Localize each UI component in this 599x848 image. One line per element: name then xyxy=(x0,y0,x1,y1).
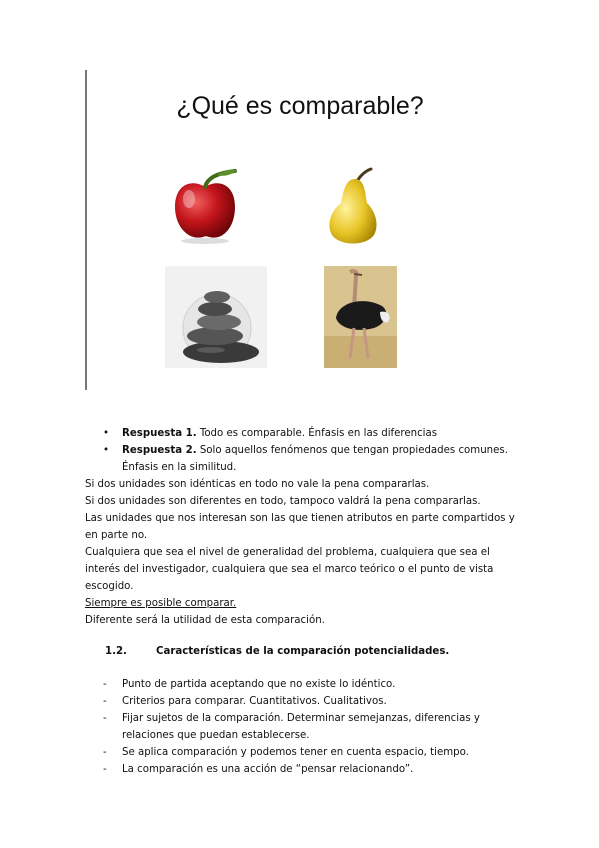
section-heading xyxy=(85,643,525,660)
ostrich-image xyxy=(324,266,397,368)
list-item-text: Punto de partida aceptando que no existe lo idéntico. xyxy=(122,679,396,690)
section-number: 1.2. xyxy=(105,646,127,657)
list-item-text: Se aplica comparación y podemos tener en cuenta espacio, tiempo. xyxy=(122,747,469,758)
list-item xyxy=(85,442,525,476)
list-item xyxy=(85,761,525,778)
paragraph: Las unidades que nos interesan son las que tienen atributos en parte compartidos y en parte no. xyxy=(85,513,515,541)
paragraph: Si dos unidades son idénticas en todo no vale la pena compararlas. xyxy=(85,479,430,490)
answers-list xyxy=(85,425,525,476)
dash-icon: - xyxy=(103,713,107,724)
list-item-text: Fijar sujetos de la comparación. Determinar semejanzas, diferencias y relaciones que puedan establecerse. xyxy=(122,713,480,741)
dash-icon: - xyxy=(103,696,107,707)
answer-text: Solo aquellos fenómenos que tengan propiedades comunes. Énfasis en la similitud. xyxy=(122,445,508,473)
slide-title: ¿Qué es comparable? xyxy=(176,92,424,120)
list-item-text: Criterios para comparar. Cuantitativos. Cualitativos. xyxy=(122,696,387,707)
section-title: Características de la comparación potencialidades. xyxy=(156,646,450,657)
list-item xyxy=(85,693,525,710)
list-item-text: La comparación es una acción de “pensar relacionando”. xyxy=(122,764,414,775)
answer-text: Todo es comparable. Énfasis en las diferencias xyxy=(196,428,438,439)
characteristics-list xyxy=(85,676,525,778)
answer-label: Respuesta 1. xyxy=(122,428,197,439)
list-item xyxy=(85,676,525,693)
list-item xyxy=(85,425,525,442)
stacked-stones-image xyxy=(165,266,267,368)
list-item xyxy=(85,744,525,761)
apple-image xyxy=(165,165,245,245)
underlined-statement: Siempre es posible comparar. xyxy=(85,598,237,609)
dash-icon: - xyxy=(103,679,107,690)
document-body xyxy=(85,425,525,778)
paragraph: Diferente será la utilidad de esta comparación. xyxy=(85,615,325,626)
bullet-icon: • xyxy=(103,445,110,456)
list-item xyxy=(85,710,525,744)
dash-icon: - xyxy=(103,747,107,758)
embedded-slide xyxy=(85,70,515,390)
paragraph: Si dos unidades son diferentes en todo, tampoco valdrá la pena compararlas. xyxy=(85,496,481,507)
bullet-icon: • xyxy=(103,428,110,439)
paragraph: Cualquiera que sea el nivel de generalidad del problema, cualquiera que sea el interés del investigador, cualquiera que sea el marco teórico o el punto de vista escogido. xyxy=(85,547,494,592)
answer-label: Respuesta 2. xyxy=(122,445,197,456)
pear-image xyxy=(323,165,383,249)
dash-icon: - xyxy=(103,764,107,775)
